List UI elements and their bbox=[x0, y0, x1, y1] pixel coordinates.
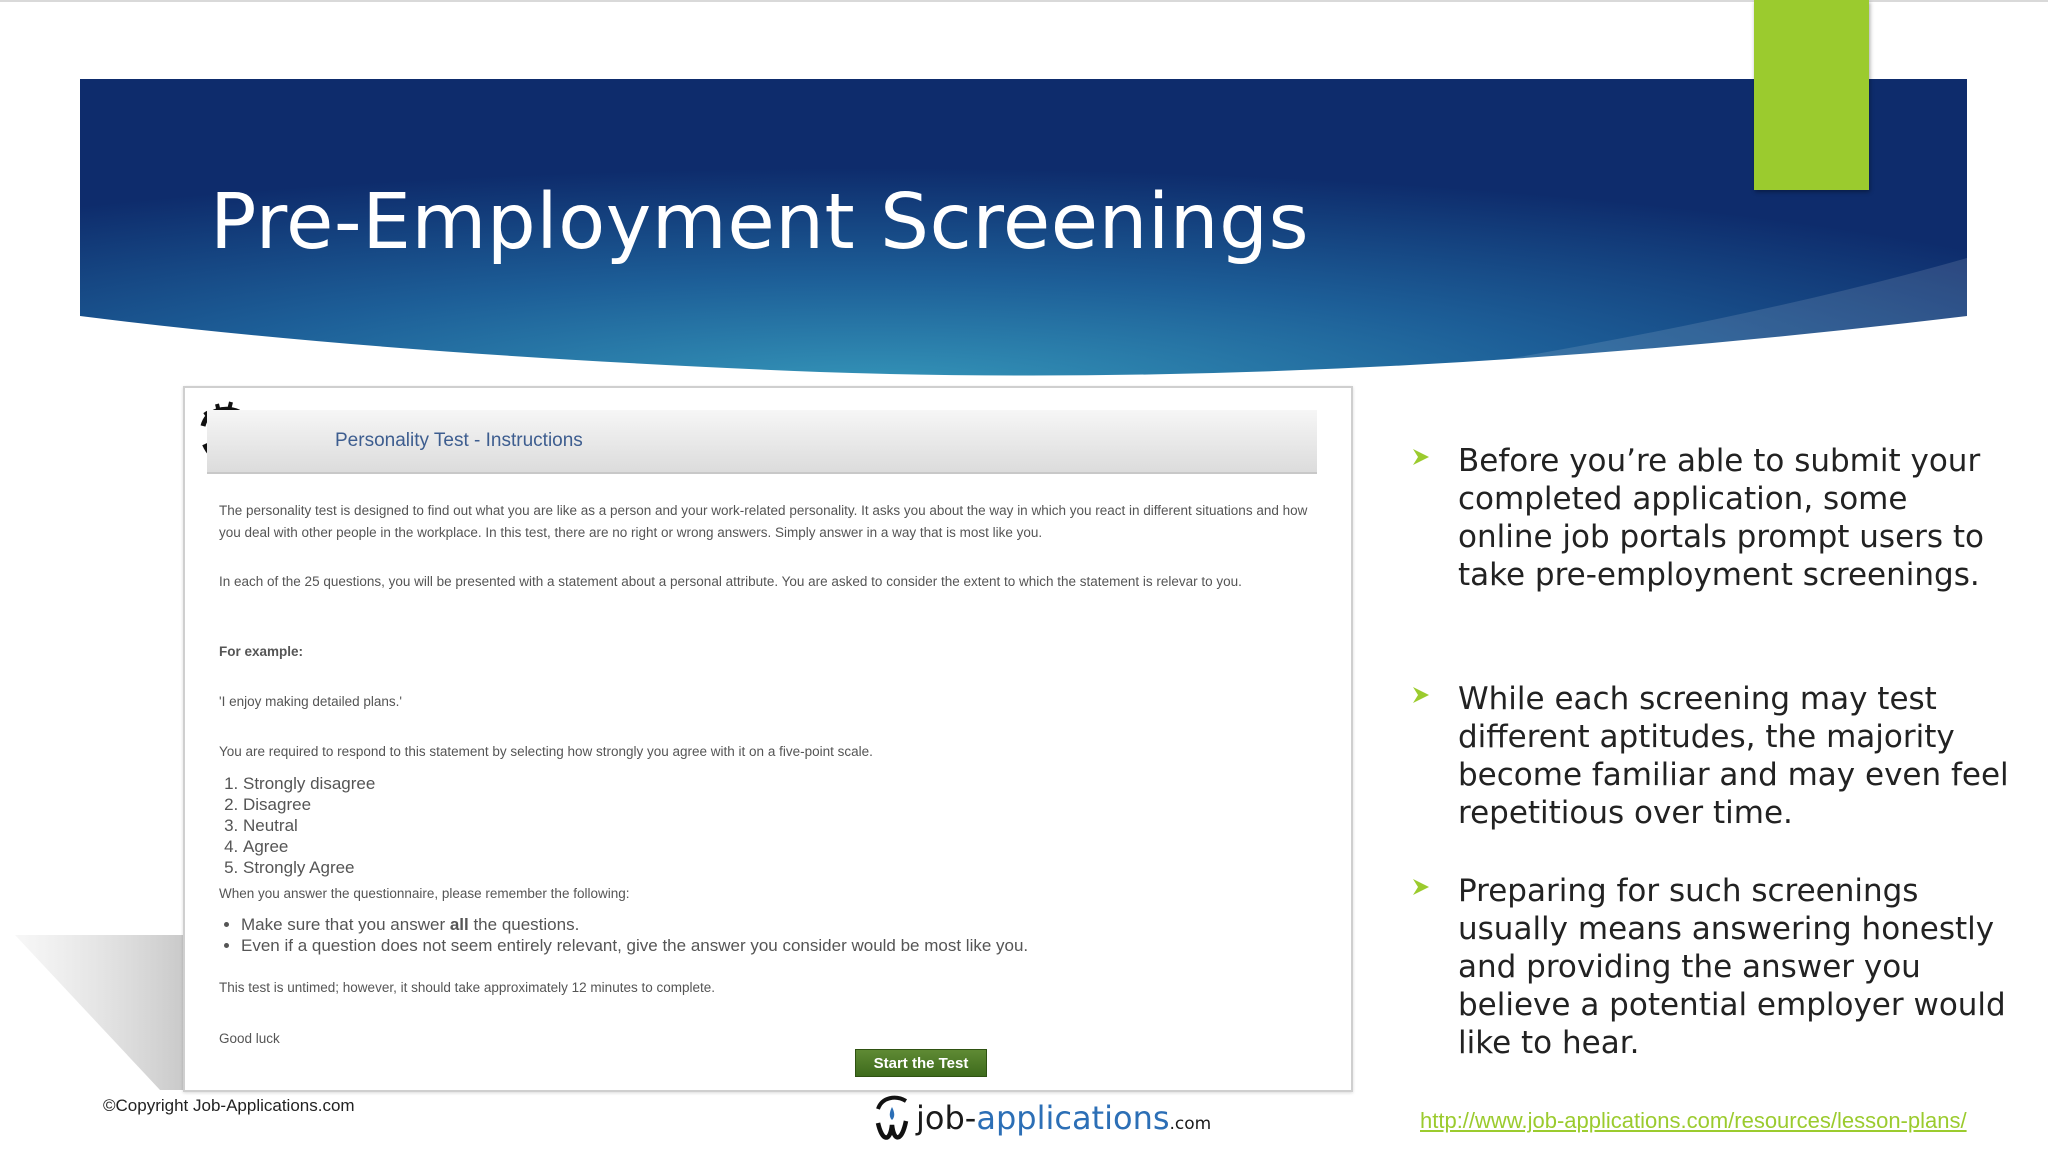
slide-title: Pre-Employment Screenings bbox=[210, 178, 1310, 267]
remember-intro: When you answer the questionnaire, please remember the following: bbox=[219, 886, 630, 901]
scale-option: 4. Agree bbox=[243, 836, 375, 857]
example-label: For example: bbox=[219, 644, 304, 659]
instructions-paragraph-2: In each of the 25 questions, you will be presented with a statement about a personal attribute. You are asked to consider the extent to which the statement is relevar to you. bbox=[219, 574, 1242, 589]
bullet-item bbox=[1410, 680, 2010, 832]
reminder-emphasis: all bbox=[449, 915, 469, 934]
screenshot-title: Personality Test - Instructions bbox=[335, 430, 583, 451]
scale-option: 2. Disagree bbox=[243, 794, 375, 815]
footer-logo bbox=[872, 1093, 1212, 1149]
example-statement: 'I enjoy making detailed plans.' bbox=[219, 694, 403, 709]
reminders-list bbox=[219, 914, 1028, 956]
copyright-text: ©Copyright Job-Applications.com bbox=[103, 1096, 355, 1115]
scale-options-list bbox=[219, 773, 375, 878]
scale-option: 1. Strongly disagree bbox=[243, 773, 375, 794]
personality-test-screenshot bbox=[183, 386, 1353, 1092]
reminder-item: • Make sure that you answer all the questions. bbox=[241, 914, 1028, 935]
arrow-bullet-icon bbox=[1410, 684, 1432, 706]
scale-option: 5. Strongly Agree bbox=[243, 857, 375, 878]
timing-note: This test is untimed; however, it should take approximately 12 minutes to complete. bbox=[219, 980, 715, 995]
start-test-button[interactable]: Start the Test bbox=[855, 1049, 987, 1077]
bullet-item bbox=[1410, 442, 2010, 594]
arrow-bullet-icon bbox=[1410, 876, 1432, 898]
decorative-shadow bbox=[0, 920, 200, 1090]
accent-tab bbox=[1754, 0, 1869, 190]
bullet-item bbox=[1410, 872, 2010, 1062]
lesson-plans-link[interactable]: http://www.job-applications.com/resources/lesson-plans/ bbox=[1420, 1108, 1967, 1133]
footer-logo-text: job-applications.com bbox=[916, 1099, 1212, 1137]
good-luck-text: Good luck bbox=[219, 1031, 280, 1046]
screenshot-header bbox=[207, 410, 1317, 474]
bullet-text: While each screening may test different aptitudes, the majority become familiar and may even feel repetitious over time. bbox=[1458, 681, 2009, 831]
scale-option: 3. Neutral bbox=[243, 815, 375, 836]
bullet-text: Before you’re able to submit your completed application, some online job portals prompt users to take pre-employment screenings. bbox=[1458, 443, 1985, 593]
instructions-paragraph-1: The personality test is designed to find out what you are like as a person and your work-related personality. It asks you about the way in which you react in different situations and how you deal with other people in the workplace. In this test, there are no right or wrong answers. Simply answer in a way that is most like you. bbox=[219, 503, 1308, 540]
bullet-text: Preparing for such screenings usually means answering honestly and providing the answer you believe a potential employer would like to hear. bbox=[1458, 873, 2006, 1061]
scale-instruction: You are required to respond to this statement by selecting how strongly you agree with it on a five-point scale. bbox=[219, 744, 873, 759]
arrow-bullet-icon bbox=[1410, 446, 1432, 468]
reminder-item: • Even if a question does not seem entirely relevant, give the answer you consider would be most like you. bbox=[241, 935, 1028, 956]
job-applications-logo-icon bbox=[872, 1093, 912, 1149]
